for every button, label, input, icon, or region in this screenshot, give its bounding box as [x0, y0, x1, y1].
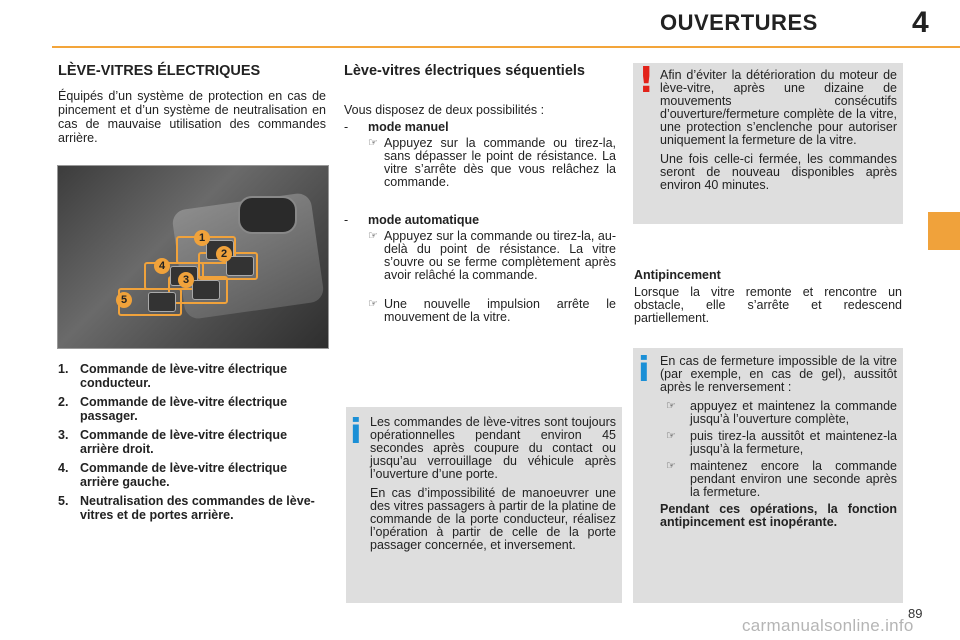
auto-mode-text-1: Appuyez sur la commande ou tirez-la, au-delà du point de résistance. La vitre s’ouvre ou se ferme complètement après avoir relâché la commande. — [384, 229, 616, 282]
list-item — [58, 428, 328, 456]
info-paragraph: Les commandes de lève-vitres sont toujours opérationnelles pendant environ 45 secondes après coupure du contact ou jusqu’au verrouillage du véhicule après l’ouverture d’une porte. — [370, 415, 616, 481]
section-intro: Équipés d’un système de protection en cas de pincement et d’un système de neutralisation en cas de mauvaise utilisation des commandes arrière. — [58, 89, 326, 145]
auto-mode-step-1 — [368, 230, 616, 282]
list-item — [58, 461, 328, 489]
manual-mode-text: Appuyez sur la commande ou tirez-la, sans dépasser le point de résistance. La vitre s’arrête dès que vous relâchez la commande. — [384, 136, 616, 189]
item-text: Commande de lève-vitre électrique arrière droit. — [80, 428, 288, 456]
item-number: 2. — [58, 395, 69, 409]
bullet-text: appuyez et maintenez la commande jusqu’à l’ouverture complète, — [690, 399, 897, 426]
watermark: carmanualsonline.info — [742, 616, 914, 635]
pointing-hand-icon: ☞ — [666, 430, 676, 442]
badge-1: 1 — [194, 230, 210, 246]
auto-mode-label: mode automatique — [368, 213, 480, 227]
badge-2: 2 — [216, 246, 232, 262]
warning-icon: ! — [638, 60, 655, 101]
header-rule — [52, 46, 960, 48]
pointing-hand-icon: ☞ — [368, 298, 378, 310]
list-item — [660, 430, 897, 456]
manual-mode-step — [368, 137, 616, 189]
antipinch-heading: Antipincement — [634, 268, 721, 282]
item-text: Commande de lève-vitre électrique passager. — [80, 395, 288, 423]
chapter-side-tab — [928, 212, 960, 250]
dash: - — [344, 120, 349, 134]
warning-paragraph: Une fois celle-ci fermée, les commandes seront de nouveau disponibles après environ 40 minutes. — [660, 152, 897, 192]
item-text: Commande de lève-vitre électrique conducteur. — [80, 362, 288, 390]
info-intro: En cas de fermeture impossible de la vitre (par exemple, en cas de gel), aussitôt après le renversement : — [660, 354, 897, 394]
item-text: Commande de lève-vitre électrique arrière gauche. — [80, 461, 288, 489]
list-item — [58, 494, 328, 522]
list-item — [58, 395, 328, 423]
section-title: LÈVE-VITRES ÉLECTRIQUES — [58, 63, 261, 79]
list-item — [660, 460, 897, 499]
info-icon: i — [350, 412, 362, 452]
badge-3: 3 — [178, 272, 194, 288]
mirror-control — [238, 196, 297, 234]
info-icon: i — [638, 350, 650, 390]
chapter-number: 4 — [912, 6, 929, 39]
info-box-reinit-text — [660, 355, 897, 535]
page-number: 89 — [908, 606, 923, 621]
pointing-hand-icon: ☞ — [666, 460, 676, 472]
chapter-title: OUVERTURES — [660, 10, 818, 35]
auto-mode-heading — [344, 213, 479, 227]
legend-list — [58, 362, 328, 527]
manual-mode-heading — [344, 120, 449, 134]
bullet-text: maintenez encore la commande pendant environ une seconde après la fermeture. — [690, 459, 897, 499]
info-box-timing-text — [370, 416, 616, 558]
info-paragraph: En cas d’impossibilité de manoeuvrer une des vitres passagers à partir de la platine de commande de la porte conducteur, réalisez l’opération à partir de celle de la porte passager concernée, et inversement. — [370, 486, 616, 552]
pointing-hand-icon: ☞ — [368, 230, 378, 242]
switch-5 — [148, 292, 176, 312]
subsection-intro: Vous disposez de deux possibilités : — [344, 103, 545, 117]
door-switch-photo — [57, 165, 329, 349]
warning-paragraph: Afin d’éviter la détérioration du moteur de lève-vitre, après une dizaine de mouvements consécutifs d’ouverture/fermeture complète de la vitre, une protection s’enclenche pour autoriser uniquement la fermeture de la vitre. — [660, 68, 897, 147]
list-item — [58, 362, 328, 390]
pointing-hand-icon: ☞ — [666, 400, 676, 412]
auto-mode-text-2: Une nouvelle impulsion arrête le mouvement de la vitre. — [384, 297, 616, 324]
badge-5: 5 — [116, 292, 132, 308]
item-number: 4. — [58, 461, 69, 475]
badge-4: 4 — [154, 258, 170, 274]
dash: - — [344, 213, 349, 227]
warning-box-text — [660, 69, 897, 198]
auto-mode-step-2 — [368, 298, 616, 324]
pointing-hand-icon: ☞ — [368, 137, 378, 149]
list-item — [660, 400, 897, 426]
antipinch-text: Lorsque la vitre remonte et rencontre un obstacle, elle s’arrête et redescend partiellement. — [634, 285, 902, 325]
item-number: 5. — [58, 494, 69, 508]
item-number: 3. — [58, 428, 69, 442]
subsection-title: Lève-vitres électriques séquentiels — [344, 63, 585, 79]
bullet-text: puis tirez-la aussitôt et maintenez-la jusqu’à la fermeture, — [690, 429, 897, 456]
manual-mode-label: mode manuel — [368, 120, 449, 134]
info-bold-note: Pendant ces opérations, la fonction antipincement est inopérante. — [660, 502, 897, 529]
item-number: 1. — [58, 362, 69, 376]
item-text: Neutralisation des commandes de lève-vitres et de portes arrière. — [80, 494, 315, 522]
switch-3 — [192, 280, 220, 300]
